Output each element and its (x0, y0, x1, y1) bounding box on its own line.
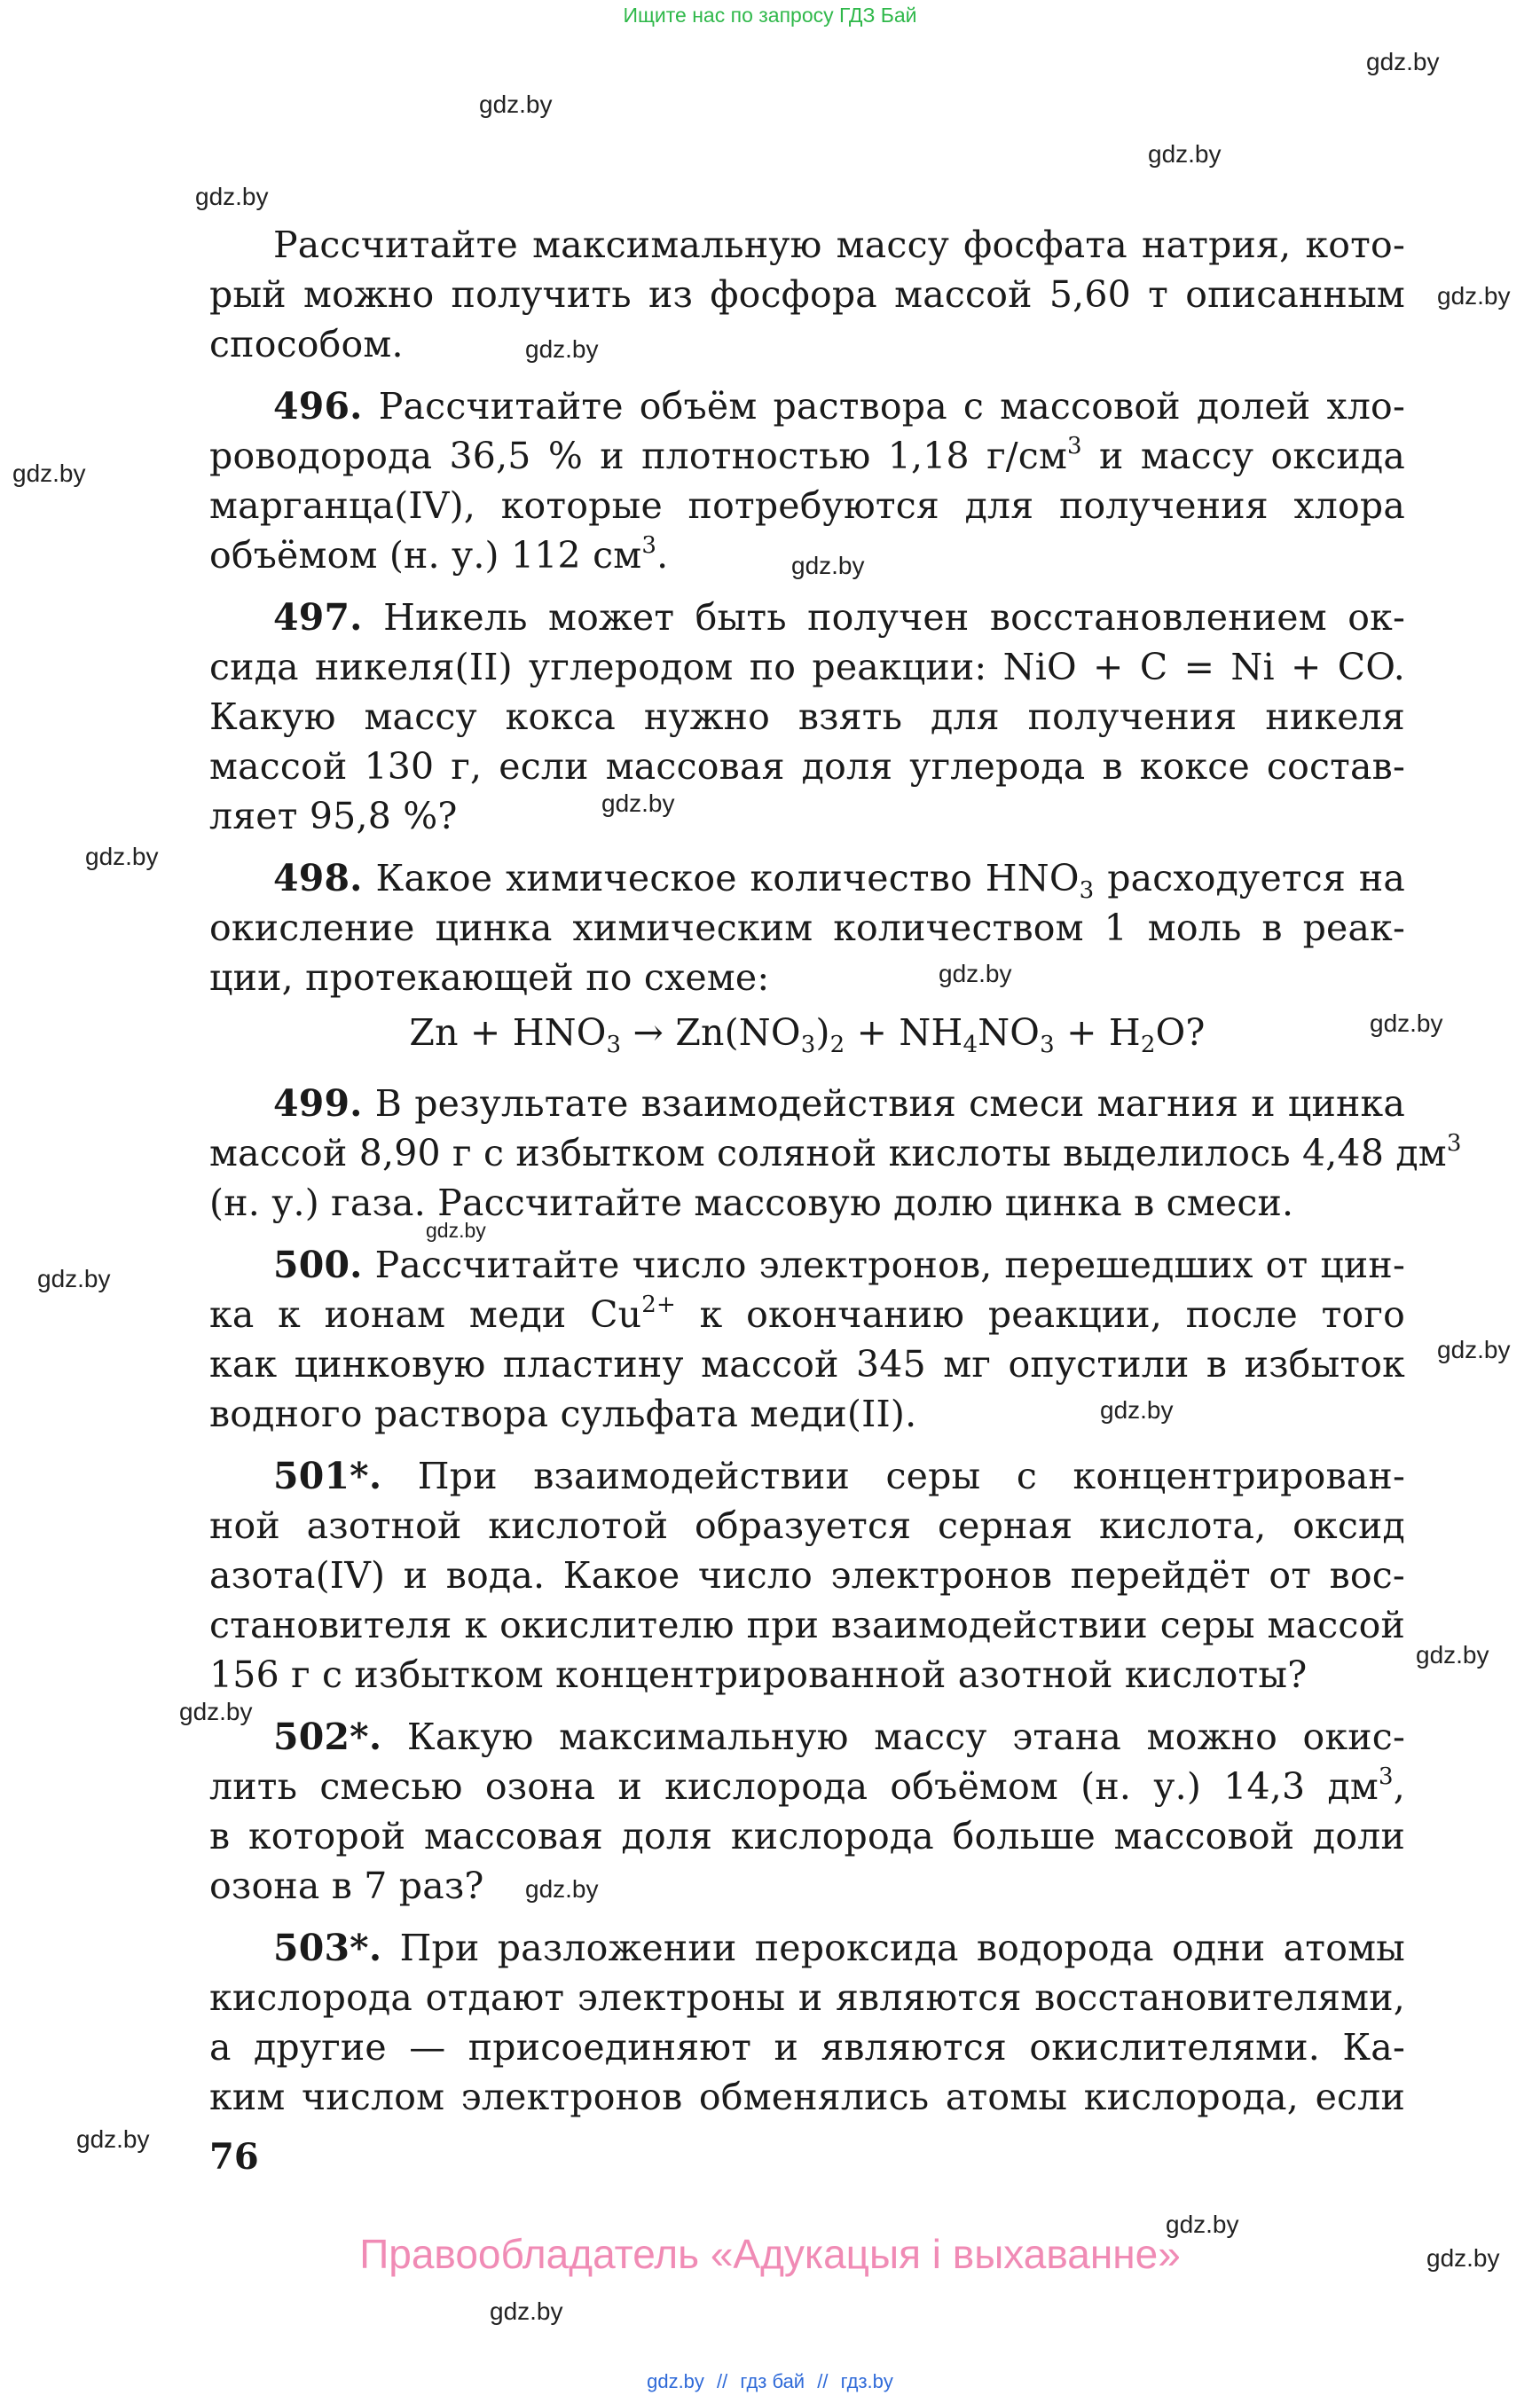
eq-fragment: + H (1054, 1011, 1141, 1054)
text-fragment: . (656, 534, 669, 577)
text-line: становителя к окислителю при взаимодействии серы массой (209, 1604, 1405, 1646)
watermark: gdz.by (525, 1875, 599, 1903)
text-fragment: В результате взаимодействия смеси магния и цинка (374, 1082, 1406, 1125)
eq-fragment: + NH (845, 1011, 963, 1054)
text-fragment: к окончанию реакции, после того (676, 1293, 1405, 1336)
text-fragment: Никель может быть получен восстановлением ок- (383, 596, 1405, 639)
text-line: ким числом электронов обменялись атомы кислорода, если (209, 2076, 1405, 2118)
text-fragment: Рассчитайте объём раствора с массовой долей хло- (378, 385, 1405, 428)
eq-fragment: ) (815, 1011, 830, 1054)
watermark: gdz.by (490, 2297, 563, 2325)
problem-number: 499. (273, 1082, 363, 1125)
watermark: gdz.by (12, 459, 86, 487)
problem-501 (209, 1451, 1405, 1700)
watermark: gdz.by (1100, 1396, 1174, 1424)
subscript: 4 (962, 1032, 978, 1058)
text-line: марганца(IV), которые потребуются для получения хлора (209, 484, 1405, 527)
text-line: массой 130 г, если массовая доля углерода в коксе состав- (209, 745, 1405, 788)
text-line: (н. у.) газа. Рассчитайте массовую долю цинка в смеси. (209, 1182, 1294, 1224)
text-line: окисление цинка химическим количеством 1 моль в реак- (209, 907, 1405, 949)
watermark: gdz.by (37, 1265, 111, 1292)
text-line: сида никеля(II) углеродом по реакции: NiO + C = Ni + CO. (209, 646, 1405, 688)
copyright-notice: Правообладатель «Адукацыя і выхаванне» (359, 2231, 1181, 2277)
text-line: а другие — присоединяют и являются окислителями. Ка- (209, 2026, 1405, 2069)
intro-paragraph (209, 220, 1405, 369)
text-line (209, 1240, 1405, 1290)
footer-separator: // (717, 2370, 728, 2392)
text-line (209, 1712, 1405, 1762)
text-line (209, 1762, 1405, 1811)
text-line (209, 431, 1405, 481)
text-fragment: ка к ионам меди Cu (209, 1293, 642, 1336)
text-fragment: объёмом (н. у.) 112 см (209, 534, 642, 577)
text-line: кислорода отдают электроны и являются восстановителями, (209, 1976, 1405, 2019)
superscript: 3 (1379, 1763, 1394, 1790)
text-fragment: Какую максимальную массу этана можно окис- (406, 1716, 1406, 1758)
subscript: 3 (1079, 877, 1095, 904)
text-fragment: расходуется на (1094, 857, 1406, 899)
text-line: Рассчитайте максимальную массу фосфата натрия, кото- (273, 224, 1405, 266)
watermark: gdz.by (76, 2125, 150, 2153)
text-line (209, 1923, 1405, 1973)
text-line: Какую массу кокса нужно взять для получения никеля (209, 695, 1405, 738)
top-banner[interactable]: Ищите нас по запросу ГДЗ Бай (623, 4, 917, 27)
text-line: азота(IV) и вода. Какое число электронов перейдёт от вос- (209, 1554, 1405, 1597)
text-fragment: Рассчитайте число электронов, перешедших от цин- (374, 1244, 1406, 1286)
problem-number: 497. (273, 596, 363, 639)
eq-fragment: → Zn(NO (621, 1011, 801, 1054)
subscript: 3 (1040, 1032, 1055, 1058)
problem-number: 501*. (273, 1455, 382, 1497)
watermark: gdz.by (179, 1698, 253, 1725)
text-line: в которой массовая доля кислорода больше массовой доли (209, 1815, 1405, 1857)
text-line: рый можно получить из фосфора массой 5,60 т описанным (209, 273, 1405, 316)
text-fragment: При взаимодействии серы с концентрирован- (417, 1455, 1405, 1497)
text-fragment: массой 8,90 г с избытком соляной кислоты выделилось 4,48 дм (209, 1132, 1447, 1174)
page-number: 76 (209, 2136, 259, 2178)
text-line: водного раствора сульфата меди(II). (209, 1393, 917, 1435)
text-line (209, 1290, 1405, 1339)
eq-fragment: Zn + HNO (409, 1011, 607, 1054)
text-line (209, 381, 1405, 431)
eq-fragment: O? (1155, 1011, 1206, 1054)
subscript: 2 (1140, 1032, 1156, 1058)
text-line (209, 1079, 1405, 1128)
text-line (209, 1128, 1462, 1178)
text-line (209, 853, 1405, 903)
superscript: 3 (1067, 433, 1082, 459)
text-line: ции, протекающей по схеме: (209, 956, 770, 999)
watermark: gdz.by (479, 90, 553, 118)
watermark: gdz.by (1366, 48, 1440, 75)
watermark: gdz.by (525, 335, 599, 363)
watermark: gdz.by (195, 183, 269, 210)
text-line: ляет 95,8 %? (209, 795, 458, 837)
text-line: способом. (209, 323, 404, 365)
subscript: 3 (800, 1032, 816, 1058)
text-fragment: и массу оксида (1081, 435, 1405, 477)
watermark: gdz.by (1426, 2244, 1500, 2272)
watermark: gdz.by (1148, 140, 1222, 168)
reaction-equation (209, 1008, 1405, 1057)
watermark: gdz.by (1416, 1641, 1489, 1669)
text-line: 156 г с избытком концентрированной азотной кислоты? (209, 1653, 1308, 1696)
footer-link[interactable]: гдз.by (840, 2370, 893, 2392)
text-fragment: , (1393, 1765, 1405, 1808)
watermark: gdz.by (85, 843, 159, 870)
watermark: gdz.by (426, 1219, 486, 1242)
problem-number: 500. (273, 1244, 363, 1286)
superscript: 3 (1446, 1130, 1462, 1157)
subscript: 3 (606, 1032, 622, 1058)
problem-498 (209, 853, 1405, 1057)
problem-number: 496. (273, 385, 363, 428)
problem-499 (209, 1079, 1462, 1228)
watermark: gdz.by (1370, 1009, 1443, 1037)
footer-separator: // (817, 2370, 829, 2392)
eq-fragment: NO (978, 1011, 1041, 1054)
problem-497 (209, 593, 1405, 841)
text-line (209, 530, 1405, 580)
footer-link[interactable]: гдз бай (740, 2370, 805, 2392)
text-line: ной азотной кислотой образуется серная кислота, оксид (209, 1504, 1405, 1547)
superscript: 2+ (641, 1292, 677, 1318)
text-line (209, 1451, 1405, 1501)
problem-503 (209, 1923, 1405, 2122)
watermark: gdz.by (1166, 2211, 1239, 2238)
footer-links (0, 2370, 1540, 2393)
problem-496 (209, 381, 1405, 580)
problem-number: 502*. (273, 1716, 382, 1758)
superscript: 3 (641, 532, 657, 559)
problem-500 (209, 1240, 1405, 1439)
text-line: озона в 7 раз? (209, 1865, 484, 1907)
watermark: gdz.by (939, 960, 1012, 987)
watermark: gdz.by (791, 552, 865, 579)
problem-number: 498. (273, 857, 363, 899)
subscript: 2 (829, 1032, 845, 1058)
text-line: как цинковую пластину массой 345 мг опустили в избыток (209, 1343, 1405, 1386)
text-fragment: лить смесью озона и кислорода объёмом (н. у.) 14,3 дм (209, 1765, 1379, 1808)
text-fragment: роводорода 36,5 % и плотностью 1,18 г/см (209, 435, 1068, 477)
footer-link[interactable]: gdz.by (647, 2370, 704, 2392)
watermark: gdz.by (601, 789, 675, 817)
watermark: gdz.by (1437, 282, 1511, 310)
text-line (209, 593, 1405, 642)
problem-502 (209, 1712, 1405, 1911)
problem-number: 503*. (273, 1927, 382, 1969)
text-fragment: Какое химическое количество HNO (375, 857, 1080, 899)
text-fragment: При разложении пероксида водорода одни атомы (399, 1927, 1405, 1969)
watermark: gdz.by (1437, 1336, 1511, 1363)
